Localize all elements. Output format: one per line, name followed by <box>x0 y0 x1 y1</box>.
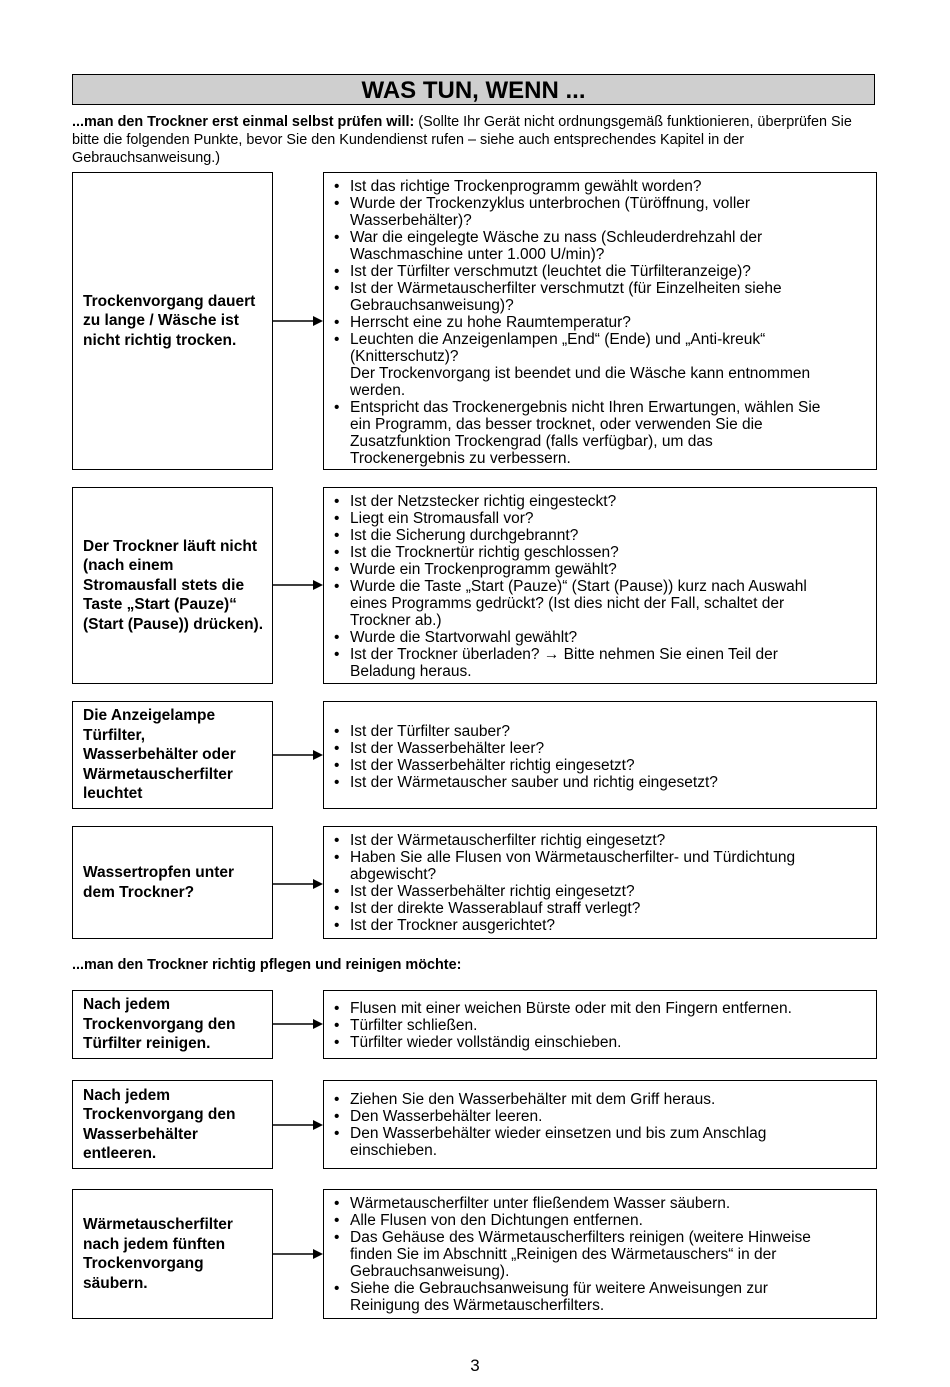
bullet-line: finden Sie im Abschnitt „Reinigen des Wärmetauschers“ in der <box>350 1246 777 1263</box>
bullet-line: • Wurde die Taste „Start (Pauze)“ (Start (Pause)) kurz nach Auswahl <box>350 578 807 595</box>
bullet-item <box>334 178 868 195</box>
bullet-line: Gebrauchsanweisung). <box>350 1263 510 1280</box>
bullet-item <box>334 646 868 680</box>
care-box-heat-exchanger <box>72 1189 273 1319</box>
bullet-line: • Ist der Wärmetauscherfilter richtig eingesetzt? <box>350 832 666 849</box>
checklist-box <box>323 487 877 684</box>
problem-label: Trockenvorgang dauert zu lange / Wäsche ist nicht richtig trocken. <box>83 292 256 349</box>
bullet-line: werden. <box>350 382 406 399</box>
care-steps <box>334 1000 868 1051</box>
bullet-item <box>334 774 868 791</box>
intro-bold: ...man den Trockner erst einmal selbst prüfen will: <box>72 114 415 130</box>
bullet-item <box>334 1091 868 1108</box>
bullet-line: abgewischt? <box>350 866 437 883</box>
bullet-item <box>334 1108 868 1125</box>
checklist-box <box>323 172 877 470</box>
bullet-line: Reinigung des Wärmetauscherfilters. <box>350 1297 605 1314</box>
care-steps-box <box>323 1080 877 1169</box>
bullet-item <box>334 723 868 740</box>
arrow-icon <box>273 579 323 591</box>
bullet-item <box>334 1125 868 1159</box>
intro-paragraph <box>72 113 877 167</box>
care-steps-box <box>323 990 877 1059</box>
bullet-item <box>334 1034 868 1051</box>
bullet-line: • War die eingelegte Wäsche zu nass (Schleuderdrehzahl der <box>350 229 763 246</box>
bullet-item <box>334 900 868 917</box>
bullet-line: • Ist die Trocknertür richtig geschlossen? <box>350 544 619 561</box>
bullet-line: • Ist das richtige Trockenprogramm gewählt worden? <box>350 178 702 195</box>
bullet-line: • Das Gehäuse des Wärmetauscherfilters reinigen (weitere Hinweise <box>350 1229 811 1246</box>
intro-text: (Sollte Ihr Gerät nicht ordnungsgemäß funktionieren, überprüfen Sie bitte die folgenden Punkte, bevor Sie den Kundendienst rufen – siehe auch entsprechendes Kapitel in der Gebrauchsanweisung.) <box>72 114 852 166</box>
bullet-line: • Liegt ein Stromausfall vor? <box>350 510 534 527</box>
checklist <box>334 832 868 934</box>
bullet-item <box>334 1212 868 1229</box>
bullet-line: • Ist der Türfilter verschmutzt (leuchtet die Türfilteranzeige)? <box>350 263 751 280</box>
checklist-box <box>323 701 877 809</box>
bullet-line: • Ist der Wasserbehälter leer? <box>350 740 545 757</box>
problem-box-water-drops <box>72 826 273 939</box>
bullet-item <box>334 399 868 467</box>
bullet-item <box>334 544 868 561</box>
care-heading: ...man den Trockner richtig pflegen und reinigen möchte: <box>72 957 462 973</box>
bullet-line: Beladung heraus. <box>350 663 472 680</box>
bullet-item <box>334 1195 868 1212</box>
bullet-line: • Leuchten die Anzeigenlampen „End“ (Ende) und „Anti-kreuk“ <box>350 331 766 348</box>
bullet-line: (Knitterschutz)? <box>350 348 459 365</box>
page-title: WAS TUN, WENN ... <box>72 74 875 105</box>
bullet-item <box>334 314 868 331</box>
care-task-label: Wärmetauscherfilter nach jedem fünften Trockenvorgang säubern. <box>83 1216 233 1292</box>
problem-box-indicator-lamp <box>72 701 273 809</box>
bullet-line: • Ist der Trockner überladen? → Bitte nehmen Sie einen Teil der <box>350 646 778 663</box>
bullet-line: • Wurde die Startvorwahl gewählt? <box>350 629 578 646</box>
checklist <box>334 723 868 791</box>
bullet-item <box>334 629 868 646</box>
arrow-icon <box>273 749 323 761</box>
bullet-item <box>334 740 868 757</box>
bullet-line: • Ist der Netzstecker richtig eingesteckt? <box>350 493 617 510</box>
bullet-line: • Ist die Sicherung durchgebrannt? <box>350 527 579 544</box>
bullet-item <box>334 195 868 229</box>
bullet-line: Waschmaschine unter 1.000 U/min)? <box>350 246 605 263</box>
bullet-item <box>334 578 868 629</box>
bullet-line: • Siehe die Gebrauchsanweisung für weitere Anweisungen zur <box>350 1280 768 1297</box>
bullet-line: • Türfilter schließen. <box>350 1017 478 1034</box>
bullet-line: eines Programms gedrückt? (Ist dies nicht der Fall, schaltet der <box>350 595 785 612</box>
bullet-line: • Ist der direkte Wasserablauf straff verlegt? <box>350 900 641 917</box>
bullet-line: • Wurde der Trockenzyklus unterbrochen (Türöffnung, voller <box>350 195 751 212</box>
problem-label: Die Anzeigelampe Türfilter, Wasserbehälter oder Wärmetauscherfilter leuchtet <box>83 707 236 803</box>
checklist-box <box>323 826 877 939</box>
bullet-line: Trockner ab.) <box>350 612 442 629</box>
arrow-icon <box>273 315 323 327</box>
bullet-line: • Ziehen Sie den Wasserbehälter mit dem Griff heraus. <box>350 1091 716 1108</box>
bullet-line: • Ist der Wärmetauscher sauber und richtig eingesetzt? <box>350 774 718 791</box>
care-box-water-container <box>72 1080 273 1169</box>
care-steps <box>334 1091 868 1159</box>
bullet-item <box>334 849 868 883</box>
care-steps <box>334 1195 868 1314</box>
bullet-line: • Den Wasserbehälter leeren. <box>350 1108 543 1125</box>
bullet-item <box>334 263 868 280</box>
checklist <box>334 493 868 680</box>
care-steps-box <box>323 1189 877 1319</box>
problem-label: Der Trockner läuft nicht (nach einem Stromausfall stets die Taste „Start (Pauze)“ (Start (Pause)) drücken). <box>83 537 264 633</box>
bullet-item <box>334 1280 868 1314</box>
bullet-line: • Wurde ein Trockenprogramm gewählt? <box>350 561 617 578</box>
bullet-line: • Ist der Trockner ausgerichtet? <box>350 917 556 934</box>
bullet-item <box>334 229 868 263</box>
bullet-line: • Türfilter wieder vollständig einschieben. <box>350 1034 622 1051</box>
bullet-line: Trockenergebnis zu verbessern. <box>350 450 571 467</box>
checklist <box>334 178 868 467</box>
bullet-line: • Ist der Wasserbehälter richtig eingesetzt? <box>350 883 635 900</box>
bullet-item <box>334 331 868 399</box>
bullet-item <box>334 1017 868 1034</box>
bullet-item <box>334 527 868 544</box>
care-task-label: Nach jedem Trockenvorgang den Türfilter reinigen. <box>83 996 236 1053</box>
bullet-line: • Wärmetauscherfilter unter fließendem Wasser säubern. <box>350 1195 731 1212</box>
problem-label: Wassertropfen unter dem Trockner? <box>83 864 235 901</box>
arrow-icon <box>273 1018 323 1030</box>
arrow-icon <box>273 878 323 890</box>
bullet-item <box>334 757 868 774</box>
bullet-line: • Den Wasserbehälter wieder einsetzen und bis zum Anschlag <box>350 1125 767 1142</box>
problem-box-not-running <box>72 487 273 684</box>
bullet-line: • Flusen mit einer weichen Bürste oder mit den Fingern entfernen. <box>350 1000 792 1017</box>
bullet-line: • Alle Flusen von den Dichtungen entfernen. <box>350 1212 643 1229</box>
bullet-line: • Ist der Türfilter sauber? <box>350 723 510 740</box>
bullet-line: • Ist der Wärmetauscherfilter verschmutzt (für Einzelheiten siehe <box>350 280 782 297</box>
page-number: 3 <box>470 1356 480 1375</box>
bullet-line: Der Trockenvorgang ist beendet und die Wäsche kann entnommen <box>350 365 811 382</box>
bullet-line: • Haben Sie alle Flusen von Wärmetauscherfilter- und Türdichtung <box>350 849 796 866</box>
arrow-icon <box>273 1119 323 1131</box>
arrow-icon <box>273 1248 323 1260</box>
bullet-line: einschieben. <box>350 1142 438 1159</box>
bullet-item <box>334 561 868 578</box>
bullet-line: ein Programm, das besser trocknet, oder verwenden Sie die <box>350 416 763 433</box>
bullet-item <box>334 510 868 527</box>
bullet-line: • Herrscht eine zu hohe Raumtemperatur? <box>350 314 631 331</box>
bullet-line: Zusatzfunktion Trockengrad (falls verfügbar), um das <box>350 433 713 450</box>
bullet-line: • Ist der Wasserbehälter richtig eingesetzt? <box>350 757 635 774</box>
bullet-line: • Entspricht das Trockenergebnis nicht Ihren Erwartungen, wählen Sie <box>350 399 821 416</box>
bullet-item <box>334 883 868 900</box>
bullet-item <box>334 832 868 849</box>
bullet-item <box>334 917 868 934</box>
bullet-item <box>334 493 868 510</box>
problem-box-drying-too-long <box>72 172 273 470</box>
bullet-line: Wasserbehälter)? <box>350 212 472 229</box>
bullet-item <box>334 1229 868 1280</box>
bullet-line: Gebrauchsanweisung)? <box>350 297 514 314</box>
bullet-item <box>334 1000 868 1017</box>
care-task-label: Nach jedem Trockenvorgang den Wasserbehälter entleeren. <box>83 1086 236 1162</box>
care-box-door-filter <box>72 990 273 1059</box>
bullet-item <box>334 280 868 314</box>
